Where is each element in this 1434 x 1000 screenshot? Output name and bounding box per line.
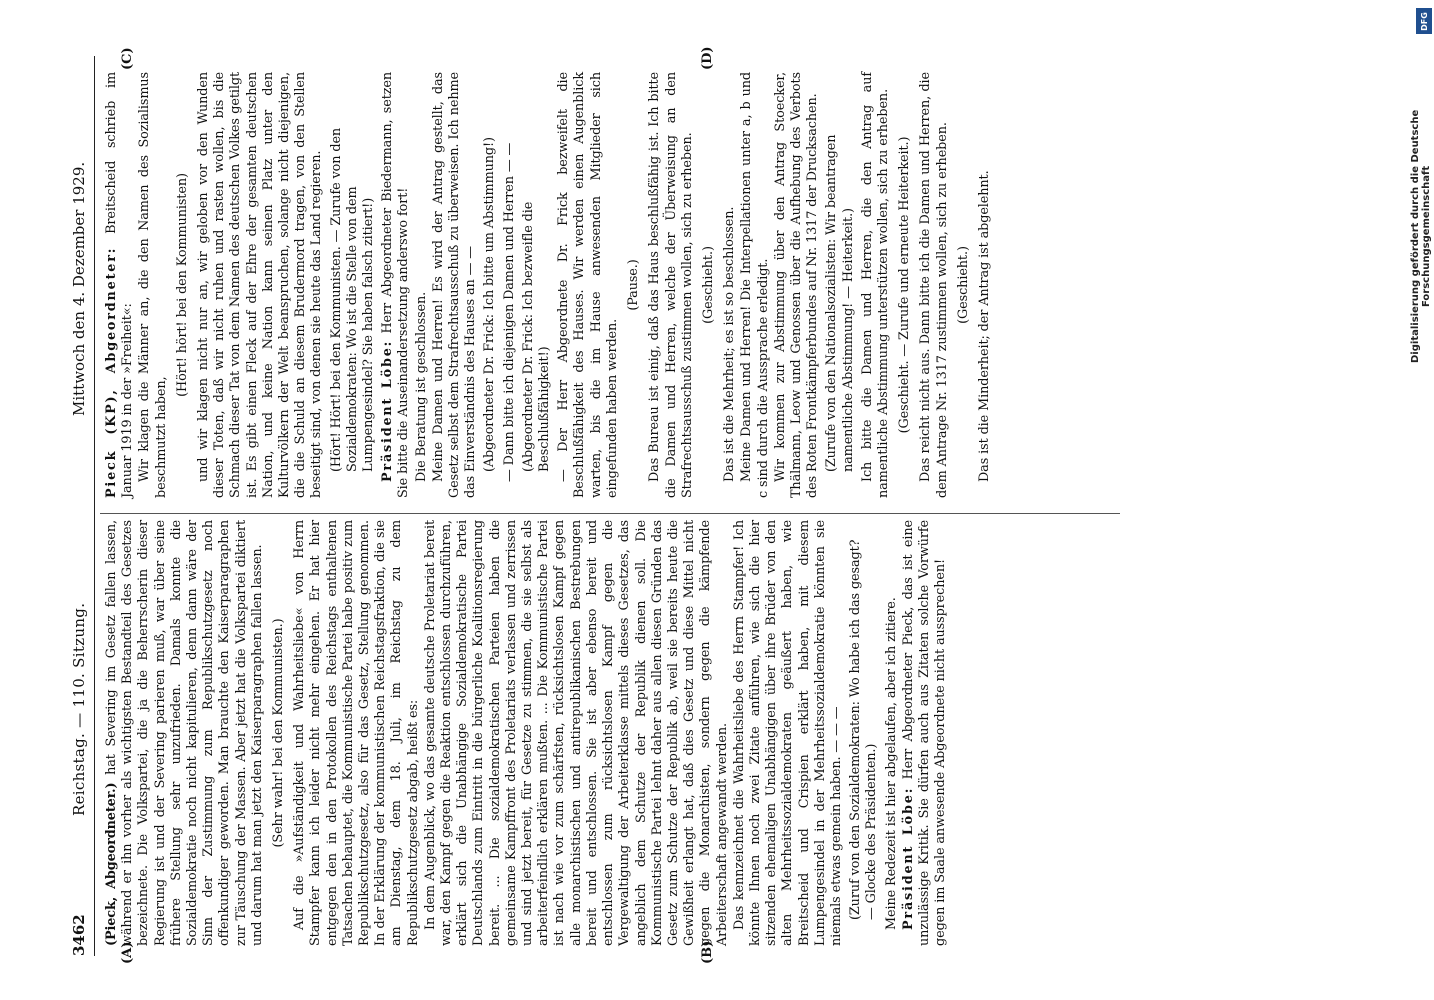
digitization-credit: Digitalisierung gefördert durch die Deutsche Forschungsgemeinschaft <box>1410 109 1432 363</box>
interjection: (Abgeordneter Dr. Frick: Ich bezweifle die Beschlußfähigkeit!) <box>520 201 553 472</box>
paragraph: Meine Damen und Herren! Die Interpellationen unter a, b und c sind durch die Aussprache erledigt. <box>739 72 771 498</box>
interjection: (Zurufe von den Nationalsozialisten: Wir beantragen namentliche Abstimmung! — Heiterkeit.) <box>824 134 856 472</box>
paragraph-text: Breitscheid schrieb im Januar 1919 in der »Freiheit«: <box>104 71 136 498</box>
paragraph: Das reicht nicht aus. Dann bitte ich die Damen und Herren, die dem Antrage Nr. 1317 zustimmen wollen, sich zu erheben. <box>918 72 950 498</box>
rotated-document-page <box>0 16 1434 1000</box>
paragraph-text: Herr Abgeordneter Pieck, das ist eine unzulässige Kritik. Sie dürfen auch aus Zitaten solche Vorwürfe gegen im Saale anwesende Abgeordnete nicht aussprechen! <box>900 520 949 946</box>
margin-letter-d: (D) <box>700 46 715 70</box>
speaker-name: Pieck (KP), Abgeordneter: <box>104 246 119 498</box>
paragraph: Das ist die Minderheit; der Antrag ist abgelehnt. <box>976 170 992 482</box>
paragraph: Auf die »Aufständigkeit und Wahrheitsliebe« von Herrn Stampfer kann ich leider nicht mehr eingehen. Er hat hier entgegen den in den Protokollen des Reichstags enthaltenen Tatsachen behauptet, die Kommunistische Partei habe positiv zum Republikschutzgesetz, also für das Gesetz, Stellung genommen. In der Erklärung der kommunistischen Reichstagsfraktion, die sie am Dienstag, dem 18. Juli, im Reichstag zu dem Republikschutzgesetz abgab, heißt es: <box>292 520 421 946</box>
session-title: Reichstag. — 110. Sitzung. <box>70 602 88 816</box>
paragraph: Meine Redezeit ist hier abgelaufen, aber ich zitiere. <box>883 597 899 930</box>
dfg-logo-text: DFG <box>1419 11 1429 31</box>
quoted-paragraph: Wir klagen die Männer an, die den Namen des Sozialismus beschmutzt haben, <box>137 72 169 498</box>
paragraph: Das kennzeichnet die Wahrheitsliebe des Herrn Stampfer! Ich könnte Ihnen noch zwei Zitate anführen, wie sich die hier sitzenden ehemaligen Unabhängigen über ihre Brüder von den alten Mehrheitssozialdemokraten geäußert haben, wie Breitscheid und Crispien erklärt haben, mit diesem Lumpengesindel in der Mehrheitssozialdemokratie könnten sie niemals etwas gemein haben. — — — <box>731 520 844 946</box>
margin-letter-c: (C) <box>120 47 135 70</box>
header-rule <box>94 56 95 956</box>
paragraph: Die Beratung ist geschlossen. <box>413 291 429 482</box>
quoted-paragraph: und wir klagen nicht nur an, wir geloben vor den Wunden dieser Toten, daß wir nicht ruhen und rasten wollen, bis die Schmach dieser Tat von dem Namen des deutschen Volkes getilgt ist. Es gibt einen Fleck auf der Ehre der gesamten deutschen Nation, und keine Nation kann seinen Platz unter den Kulturvölkern der Welt beanspruchen, solange nicht diejenigen, die die Schuld an diesem Brudermord tragen, von den Stellen beseitigt sind, von denen sie heute das Land regieren. <box>196 72 325 498</box>
paragraph <box>104 520 266 946</box>
interjection: (Geschieht. — Zurufe und erneute Heiterkeit.) <box>897 136 913 434</box>
interjection: (Abgeordneter Dr. Frick: Ich bitte um Abstimmung!) <box>482 137 498 472</box>
interjection: (Zuruf von den Sozialdemokraten: Wo habe ich das gesagt? — Glocke des Präsidenten.) <box>848 539 880 920</box>
page-number: 3462 <box>70 914 88 956</box>
interjection: (Hört! Hört! bei den Kommunisten. — Zurufe von den Sozialdemokraten: Wo ist die Stelle von dem Lumpengesindel? Sie haben falsch zitiert!) <box>328 127 377 472</box>
paragraph: Wir kommen zur Abstimmung über den Antrag Stoecker, Thälmann, Leow und Genossen über die Aufhebung des Verbots des Roten Frontkämpferbundes auf Nr. 1317 der Drucksachen. <box>772 72 821 498</box>
paragraph-text: hat Severing im Gesetz fallen lassen, während er ihn vorher als wichtigsten Bestandteil des Gesetzes bezeichnete. Die Volkspartei, die ja die Beherrscherin dieser Regierung ist und der Severing parieren muß, war über seine frühere Stellung sehr unzufrieden. Damals konnte die Sozialdemokratie noch nicht kapitulieren, denn dann wäre der Sinn der Zustimmung zum Republikschutzgesetz noch offenkundiger geworden. Man brauchte den Kaiserparagraphen zur Täuschung der Massen. Aber jetzt hat die Volkspartei diktiert und darum hat man jetzt den Kaiserparagraphen fallen lassen. <box>104 519 265 946</box>
column-divider <box>100 513 1120 514</box>
paragraph: Das ist die Mehrheit; es ist so beschlossen. <box>722 206 738 482</box>
paragraph: — Dann bitte ich diejenigen Damen und Herren — — <box>501 142 517 482</box>
margin-letter-a: (A) <box>120 941 135 964</box>
session-date: Mittwoch den 4. Dezember 1929. <box>70 161 88 416</box>
margin-letter-b: (B) <box>700 940 715 964</box>
left-column <box>104 520 950 946</box>
paragraph <box>901 520 950 946</box>
running-header <box>70 56 96 956</box>
paragraph <box>380 72 412 498</box>
interjection: (Geschieht.) <box>700 246 716 324</box>
speaker-name: (Pieck, Abgeordneter.) <box>104 782 119 946</box>
paragraph-text: Herr Abgeordneter Biedermann, setzen Sie bitte die Auseinandersetzung anderswo fort! <box>380 72 412 498</box>
interjection: (Pause.) <box>626 259 642 311</box>
quoted-paragraph: In dem Augenblick, wo das gesamte deutsche Proletariat bereit war, den Kampf gegen die Reaktion entschlossen durchzuführen, erklärt sich die Unabhängige Sozialdemokratische Partei Deutschlands zum Eintritt in die bürgerliche Koalitionsregierung bereit. ... Die sozialdemokratischen Parteien haben die gemeinsame Kampffront des Proletariats verlassen und zerrissen und sind jetzt bereit, für Gesetze zu stimmen, die sie selbst als arbeiterfeindlich erklären mußten. ... Die Kommunistische Partei ist nach wie vor zum schärfsten, rücksichtslosen Kampf gegen alle monarchistischen und antirepublikanischen Bestrebungen bereit und entschlossen. Sie ist aber ebenso bereit und entschlossen zum rücksichtslosen Kampf gegen die Vergewaltigung der Arbeiterklasse mittels dieses Gesetzes, das angeblich dem Schutze der Republik dienen soll. Die Kommunistische Partei lehnt daher aus allen diesen Gründen das Gesetz zum Schutze der Republik ab, weil sie bereits heute die Gewißheit erlangt hat, daß dies Gesetz und diese Mittel nicht gegen die Monarchisten, sondern gegen die kämpfende Arbeiterschaft angewandt werden. <box>422 520 730 946</box>
dfg-logo <box>1416 8 1432 34</box>
speaker-name: Präsident Löbe: <box>900 786 916 930</box>
paragraph: Das Bureau ist einig, daß das Haus beschlußfähig ist. Ich bitte die Damen und Herren, welche der Überweisung an den Strafrechtsausschuß zustimmen wollen, sich zu erheben. <box>647 72 695 498</box>
speaker-name: Präsident Löbe: <box>380 339 396 482</box>
paragraph: — Der Herr Abgeordnete Dr. Frick bezweifelt die Beschlußfähigkeit des Hauses. Wir werden einen Augenblick warten, bis die im Hause anwesenden Mitglieder sich eingefunden haben werden. <box>556 72 620 498</box>
paragraph: Meine Damen und Herren! Es wird der Antrag gestellt, das Gesetz selbst dem Strafrechtsausschuß zu überweisen. Ich nehme das Einverständnis des Hauses an — — <box>430 72 479 498</box>
interjection: (Sehr wahr! bei den Kommunisten.) <box>271 618 287 848</box>
interjection: (Geschieht.) <box>955 246 971 324</box>
right-column <box>104 72 994 498</box>
paragraph: Ich bitte die Damen und Herren, die den Antrag auf namentliche Abstimmung unterstützen wollen, sich zu erheben. <box>859 72 891 498</box>
paragraph <box>104 72 136 498</box>
interjection: (Hört! hört! bei den Kommunisten) <box>174 173 190 397</box>
